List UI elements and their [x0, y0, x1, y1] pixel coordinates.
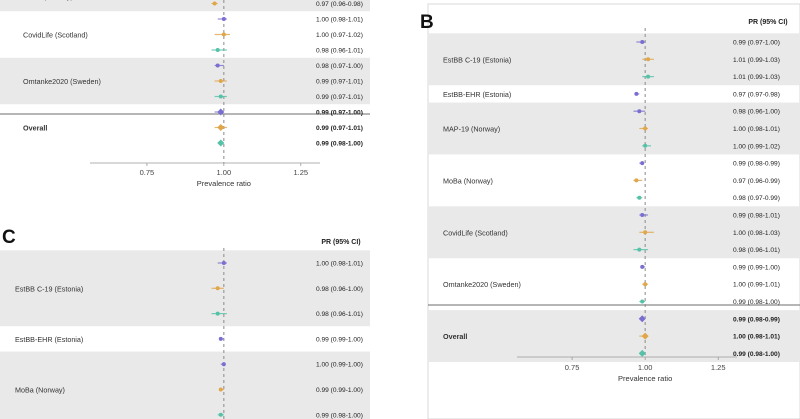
- x-tick-label: 0.75: [564, 363, 580, 372]
- estimate-ci-label: 0.99 (0.98-1.00): [733, 299, 780, 306]
- estimate-point: [640, 300, 644, 304]
- column-header: PR (95% CI): [321, 239, 361, 246]
- x-axis-label: Prevalence ratio: [618, 374, 673, 383]
- group-label: CovidLife (Scotland): [443, 228, 508, 238]
- forest-panel-b: [420, 4, 800, 419]
- estimate-ci-label: 1.00 (0.97-1.02): [316, 32, 363, 39]
- estimate-ci-label: 0.98 (0.96-1.01): [316, 47, 363, 55]
- estimate-ci-label: 1.01 (0.99-1.03): [733, 74, 780, 82]
- estimate-point: [213, 2, 217, 6]
- group-label: MAP-19 (Norway): [443, 124, 501, 134]
- estimate-point: [219, 413, 223, 417]
- estimate-point: [640, 213, 644, 217]
- group-label: Omtanke2020 (Sweden): [23, 77, 101, 86]
- estimate-point: [634, 92, 638, 96]
- x-tick-label: 1.25: [710, 363, 726, 372]
- estimate-point: [222, 362, 226, 366]
- estimate-point: [643, 127, 647, 131]
- estimate-ci-label: 0.99 (0.97-1.00): [316, 109, 363, 117]
- estimate-point: [219, 79, 223, 83]
- panel-letter: B: [420, 12, 434, 33]
- estimate-ci-label: 0.99 (0.98-1.00): [316, 140, 363, 148]
- forest-panel-c: [0, 227, 370, 419]
- estimate-ci-label: 1.00 (0.98-1.01): [733, 333, 780, 341]
- group-label: CovidLife (Scotland): [23, 30, 88, 40]
- estimate-point: [643, 230, 647, 234]
- estimate-point: [640, 265, 644, 269]
- estimate-point: [216, 48, 220, 52]
- summary-diamond: [217, 124, 224, 131]
- estimate-ci-label: 0.99 (0.97-1.01): [316, 78, 363, 86]
- x-tick-label: 1.00: [216, 168, 232, 177]
- estimate-point: [646, 57, 650, 61]
- estimate-ci-label: 1.00 (0.98-1.01): [733, 126, 780, 133]
- forest-panel-a: [0, 0, 370, 188]
- estimate-point: [222, 261, 226, 265]
- estimate-ci-label: 1.01 (0.99-1.03): [733, 56, 780, 64]
- group-label: Omtanke2020 (Sweden): [443, 280, 521, 290]
- estimate-ci-label: 0.97 (0.97-0.98): [733, 91, 780, 99]
- estimate-ci-label: 0.99 (0.97-1.01): [316, 125, 363, 132]
- estimate-point: [216, 64, 220, 68]
- x-tick-label: 0.75: [139, 168, 155, 177]
- estimate-point: [640, 161, 644, 165]
- group-label: Overall: [443, 332, 468, 342]
- group-label: EstBB-EHR (Estonia): [443, 89, 512, 99]
- estimate-ci-label: 1.00 (0.99-1.02): [733, 143, 780, 151]
- estimate-point: [637, 248, 641, 252]
- group-label: MoBa (Norway): [15, 385, 65, 395]
- estimate-point: [634, 178, 638, 182]
- x-axis-label: Prevalence ratio: [196, 179, 251, 188]
- group-band: [0, 0, 370, 11]
- estimate-ci-label: 0.98 (0.96-1.00): [316, 285, 363, 293]
- estimate-ci-label: 0.98 (0.97-0.99): [733, 195, 780, 203]
- estimate-ci-label: 0.99 (0.97-1.00): [733, 39, 780, 47]
- estimate-point: [222, 17, 226, 21]
- estimate-point: [643, 282, 647, 286]
- estimate-ci-label: 0.99 (0.98-1.00): [733, 350, 780, 358]
- estimate-point: [216, 312, 220, 316]
- group-label: [23, 0, 73, 1]
- panel-letter: C: [2, 227, 16, 248]
- estimate-ci-label: 1.00 (0.98-1.01): [316, 16, 363, 24]
- estimate-point: [640, 40, 644, 44]
- estimate-point: [222, 33, 226, 37]
- estimate-ci-label: 0.99 (0.98-1.00): [316, 412, 363, 419]
- estimate-ci-label: 0.99 (0.99-1.00): [733, 264, 780, 272]
- group-label: EstBB-EHR (Estonia): [15, 334, 84, 344]
- estimate-point: [219, 95, 223, 99]
- estimate-ci-label: 1.00 (0.98-1.03): [733, 229, 780, 237]
- estimate-ci-label: 1.00 (0.99-1.01): [733, 281, 780, 289]
- estimate-ci-label: 1.00 (0.98-1.01): [316, 260, 363, 268]
- estimate-point: [219, 388, 223, 392]
- group-label: EstBB C-19 (Estonia): [15, 284, 84, 294]
- group-label: EstBB C-19 (Estonia): [443, 55, 512, 65]
- estimate-ci-label: 0.99 (0.98-1.01): [733, 212, 780, 220]
- estimate-ci-label: 0.98 (0.96-1.01): [316, 311, 363, 319]
- summary-diamond: [217, 140, 224, 147]
- x-tick-label: 1.25: [293, 168, 309, 177]
- x-tick-label: 1.00: [637, 363, 653, 372]
- estimate-ci-label: 1.00 (0.99-1.00): [316, 361, 363, 369]
- estimate-point: [216, 286, 220, 290]
- estimate-ci-label: 0.99 (0.99-1.00): [316, 336, 363, 344]
- estimate-ci-label: 0.99 (0.99-1.00): [316, 387, 363, 394]
- estimate-ci-label: 0.99 (0.97-1.01): [316, 94, 363, 101]
- column-header: PR (95% CI): [748, 19, 788, 26]
- estimate-point: [219, 337, 223, 341]
- group-label: Overall: [23, 123, 48, 133]
- group-label: MoBa (Norway): [443, 176, 493, 186]
- estimate-ci-label: 0.98 (0.96-1.00): [733, 108, 780, 116]
- estimate-ci-label: 0.98 (0.97-1.00): [316, 63, 363, 70]
- estimate-point: [637, 109, 641, 113]
- estimate-ci-label: 0.98 (0.96-1.01): [733, 247, 780, 255]
- estimate-ci-label: 0.99 (0.98-0.99): [733, 160, 780, 168]
- estimate-ci-label: 0.97 (0.96-0.99): [733, 177, 780, 185]
- estimate-ci-label: 0.99 (0.98-0.99): [733, 316, 780, 324]
- estimate-ci-label: 0.97 (0.96-0.98): [316, 1, 363, 8]
- estimate-point: [646, 75, 650, 79]
- estimate-point: [637, 196, 641, 200]
- estimate-point: [643, 144, 647, 148]
